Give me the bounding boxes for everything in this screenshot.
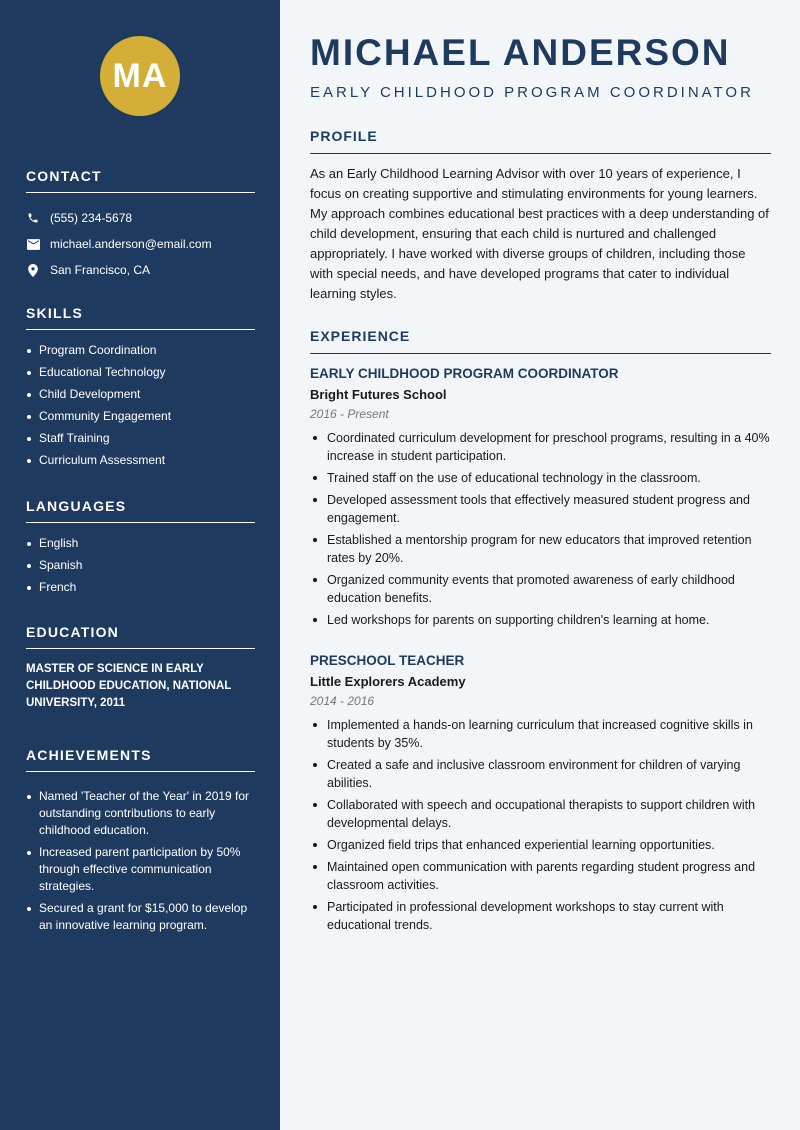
profile-text: As an Early Childhood Learning Advisor with over 10 years of experience, I focus on creating supportive and stimulating environments for young learners. My approach combines educational best practices with a deep understanding of child development, ensuring that each child is nurtured and challenged appropriately. I have worked with diverse groups of children, including those with special needs, and have developed programs that cater to individual learning styles. — [310, 166, 769, 301]
contact-heading: CONTACT — [26, 168, 255, 193]
job-role: EARLY CHILDHOOD PROGRAM COORDINATOR — [310, 84, 754, 101]
job-bullet: Maintained open communication with parents regarding student progress and classroom activities. — [310, 858, 771, 894]
job-title: EARLY CHILDHOOD PROGRAM COORDINATOR — [310, 366, 619, 381]
contact-email — [26, 231, 255, 257]
job-bullet: Established a mentorship program for new educators that improved retention rates by 20%. — [310, 531, 771, 567]
job-bullet: Trained staff on the use of educational technology in the classroom. — [310, 469, 771, 487]
person-name: MICHAEL ANDERSON — [310, 32, 731, 73]
education-heading: EDUCATION — [26, 624, 255, 649]
job-bullet: Organized community events that promoted awareness of early childhood education benefits. — [310, 571, 771, 607]
achievement-item: Increased parent participation by 50% through effective communication strategies. — [26, 844, 255, 895]
contact-location — [26, 257, 255, 283]
profile-heading: PROFILE — [310, 128, 771, 154]
skill-item: Child Development — [26, 386, 255, 403]
achievements-section — [26, 747, 255, 939]
achievements-heading: ACHIEVEMENTS — [26, 747, 255, 772]
job-bullet: Organized field trips that enhanced experiential learning opportunities. — [310, 836, 771, 854]
phone-icon — [26, 211, 40, 225]
skill-item: Program Coordination — [26, 342, 255, 359]
job-company: Bright Futures School — [310, 387, 447, 402]
job-bullet: Coordinated curriculum development for preschool programs, resulting in a 40% increase in student participation. — [310, 429, 771, 465]
job-dates: 2016 - Present — [310, 407, 389, 421]
skill-item: Educational Technology — [26, 364, 255, 381]
contact-section — [26, 168, 255, 283]
location-pin-icon — [26, 263, 40, 277]
job-bullet: Implemented a hands-on learning curriculum that increased cognitive skills in students by 35%. — [310, 716, 771, 752]
skills-list — [26, 342, 255, 469]
job-bullet: Created a safe and inclusive classroom environment for children of varying abilities. — [310, 756, 771, 792]
job-bullet: Developed assessment tools that effectively measured student progress and engagement. — [310, 491, 771, 527]
job-company: Little Explorers Academy — [310, 674, 466, 689]
job-bullet: Led workshops for parents on supporting children's learning at home. — [310, 611, 771, 629]
sidebar — [0, 0, 280, 1130]
avatar: MA — [100, 36, 180, 116]
education-section — [26, 624, 255, 712]
experience-heading: EXPERIENCE — [310, 328, 771, 354]
languages-heading: LANGUAGES — [26, 498, 255, 523]
achievement-item: Secured a grant for $15,000 to develop an innovative learning program. — [26, 900, 255, 934]
profile-section — [310, 128, 771, 304]
language-item: Spanish — [26, 557, 255, 574]
job-entry — [310, 653, 771, 938]
languages-section — [26, 498, 255, 601]
languages-list — [26, 535, 255, 596]
experience-section — [310, 328, 771, 364]
skill-item: Curriculum Assessment — [26, 452, 255, 469]
education-degree: MASTER OF SCIENCE IN EARLY CHILDHOOD EDUCATION, NATIONAL UNIVERSITY, 2011 — [26, 663, 232, 709]
skills-heading: SKILLS — [26, 305, 255, 330]
job-bullet: Participated in professional development workshops to stay current with educational trends. — [310, 898, 771, 934]
job-bullets — [310, 716, 771, 934]
skill-item: Community Engagement — [26, 408, 255, 425]
contact-phone-text: (555) 234-5678 — [50, 211, 133, 225]
achievements-list — [26, 788, 255, 934]
skills-section — [26, 305, 255, 474]
job-entry — [310, 366, 771, 633]
job-bullet: Collaborated with speech and occupational therapists to support children with developmental delays. — [310, 796, 771, 832]
job-title: PRESCHOOL TEACHER — [310, 653, 465, 668]
contact-email-text[interactable]: michael.anderson@email.com — [50, 237, 212, 251]
language-item: French — [26, 579, 255, 596]
contact-phone — [26, 205, 255, 231]
job-bullets — [310, 429, 771, 629]
job-dates: 2014 - 2016 — [310, 694, 375, 708]
contact-location-text: San Francisco, CA — [50, 263, 151, 277]
achievement-item: Named 'Teacher of the Year' in 2019 for outstanding contributions to early childhood education. — [26, 788, 255, 839]
language-item: English — [26, 535, 255, 552]
skill-item: Staff Training — [26, 430, 255, 447]
mail-icon — [26, 237, 40, 251]
